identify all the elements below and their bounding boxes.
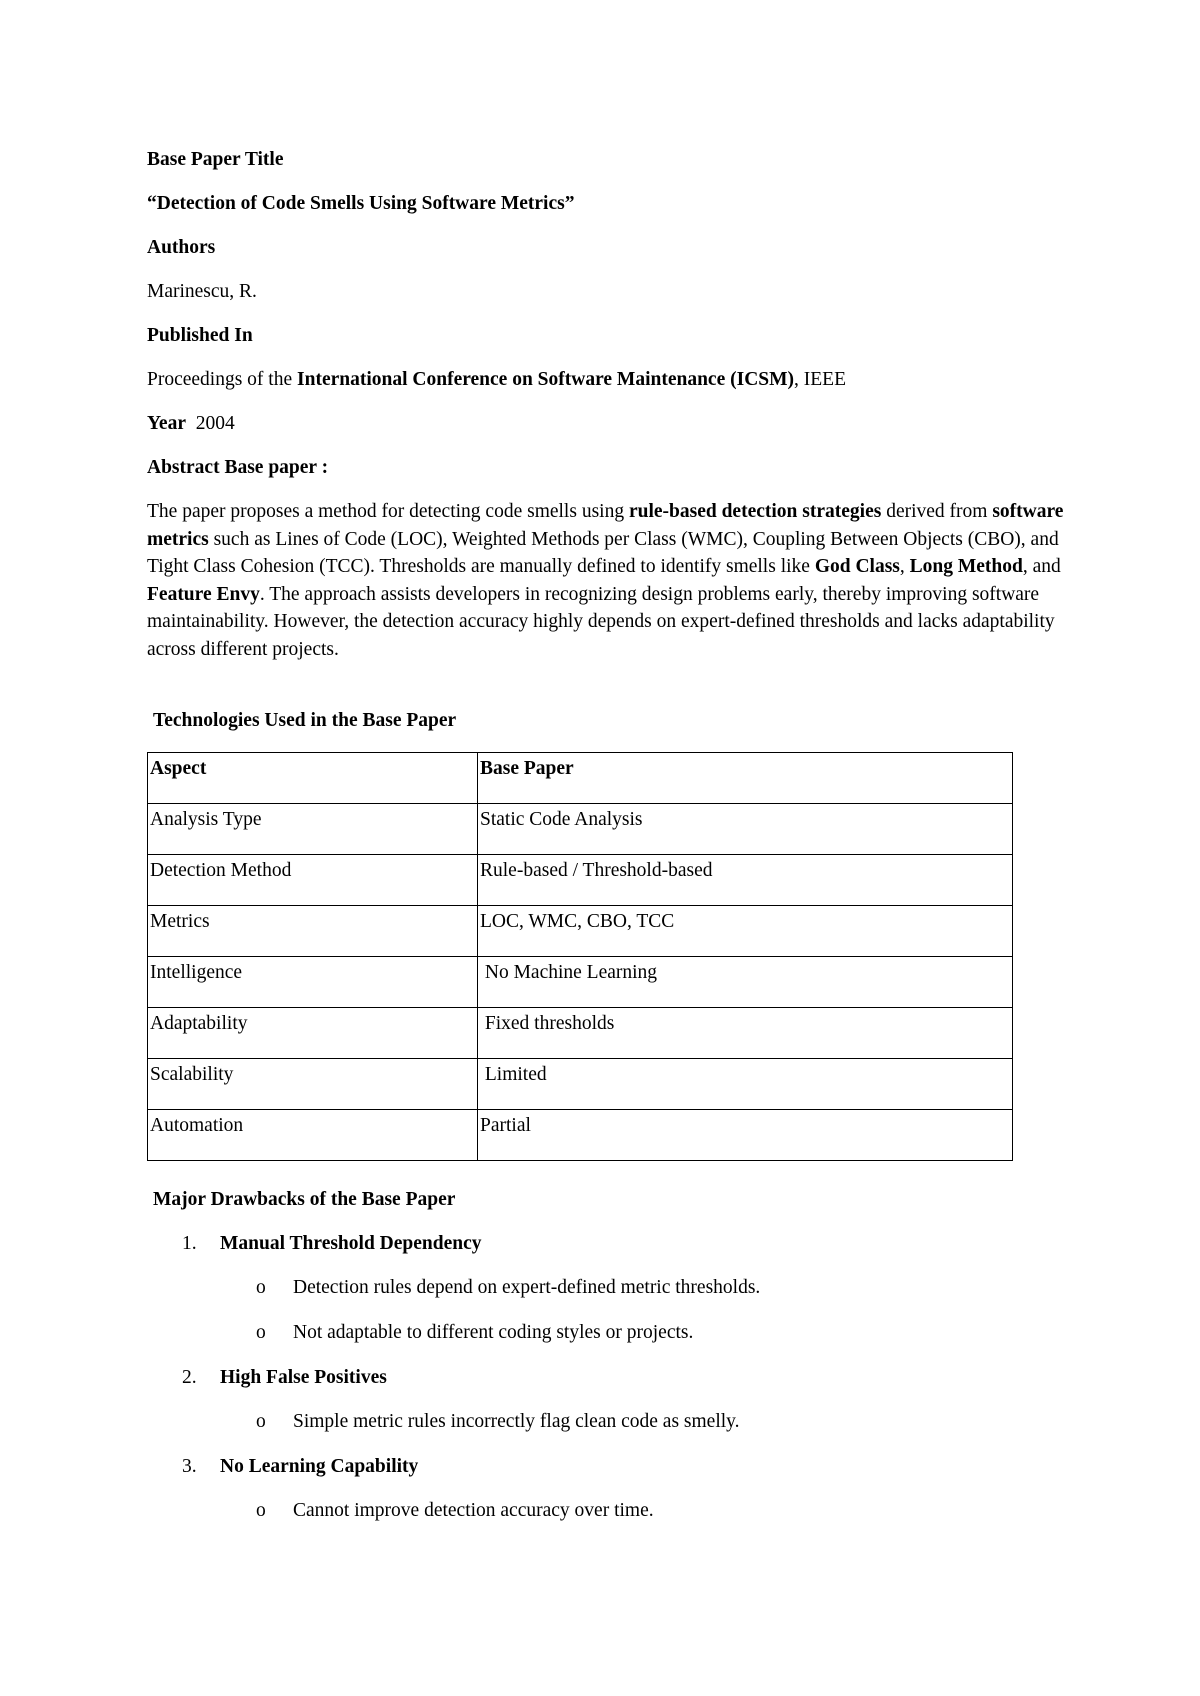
- list-item-title: High False Positives: [220, 1367, 387, 1388]
- abstract-emphasis: Feature Envy: [147, 583, 260, 605]
- base-paper-title-label: Base Paper Title: [147, 149, 284, 170]
- bullet-icon: o: [256, 1322, 266, 1343]
- authors-label: Authors: [147, 237, 216, 258]
- table-cell: Metrics: [148, 906, 478, 957]
- year-label: Year: [147, 413, 186, 434]
- table-row: [148, 1110, 1013, 1161]
- year-row: [147, 412, 235, 436]
- table-cell: LOC, WMC, CBO, TCC: [478, 906, 1013, 957]
- table-cell: Rule-based / Threshold-based: [478, 855, 1013, 906]
- bullet-icon: o: [256, 1411, 266, 1432]
- table-row: [148, 855, 1013, 906]
- table-row: [148, 957, 1013, 1008]
- table-row: [148, 804, 1013, 855]
- technologies-table: [147, 752, 1013, 1161]
- list-item-title: No Learning Capability: [220, 1456, 419, 1477]
- abstract-emphasis: Long Method: [909, 556, 1023, 578]
- table-cell: Limited: [478, 1059, 1013, 1110]
- table-cell: Automation: [148, 1110, 478, 1161]
- abstract-emphasis: rule-based detection strategies: [628, 501, 882, 522]
- table-cell: Static Code Analysis: [478, 804, 1013, 855]
- list-number: 2.: [182, 1367, 197, 1388]
- table-cell: Detection Method: [148, 855, 478, 906]
- table-row: [148, 1059, 1013, 1110]
- list-number: 3.: [182, 1456, 197, 1477]
- abstract-emphasis: software metrics: [147, 501, 1064, 550]
- abstract-label: Abstract Base paper :: [147, 457, 329, 478]
- published-suffix: , IEEE: [794, 369, 847, 390]
- table-row: [148, 1008, 1013, 1059]
- authors-value: Marinescu, R.: [147, 281, 257, 302]
- table-header-cell: Aspect: [148, 753, 478, 804]
- bullet-icon: o: [256, 1500, 266, 1521]
- sub-list-text: Simple metric rules incorrectly flag clean code as smelly.: [293, 1411, 740, 1432]
- abstract-text: . The approach assists developers in recognizing design problems early, thereby improving software maintainability. However, the detection accuracy highly depends on expert-defined thresholds and lacks adaptability across different projects.: [147, 583, 1055, 660]
- abstract-text: derived from: [881, 501, 993, 522]
- table-row: [148, 906, 1013, 957]
- bullet-icon: o: [256, 1277, 266, 1298]
- abstract-emphasis: God Class: [814, 556, 900, 578]
- abstract-text: such as Lines of Code (LOC), Weighted Methods per Class (WMC), Coupling Between Objects (CBO), and Tight Class Cohesion (TCC). Thresholds are manually defined to identify smells like: [147, 528, 1059, 578]
- technologies-heading: Technologies Used in the Base Paper: [153, 710, 457, 731]
- table-cell: Fixed thresholds: [478, 1008, 1013, 1059]
- published-prefix: Proceedings of the: [147, 369, 298, 390]
- table-cell: Analysis Type: [148, 804, 478, 855]
- list-item-title: Manual Threshold Dependency: [220, 1233, 482, 1254]
- table-cell: Scalability: [148, 1059, 478, 1110]
- abstract-text: The paper proposes a method for detecting code smells using: [147, 501, 629, 522]
- base-paper-title: “Detection of Code Smells Using Software Metrics”: [147, 193, 575, 214]
- sub-list-text: Not adaptable to different coding styles or projects.: [293, 1322, 694, 1343]
- table-cell: Adaptability: [148, 1008, 478, 1059]
- year-value: 2004: [195, 413, 235, 434]
- table-header-cell: Base Paper: [478, 753, 1013, 804]
- abstract-text: , and: [1022, 556, 1061, 578]
- list-number: 1.: [182, 1233, 197, 1254]
- abstract-paragraph: [147, 498, 1067, 664]
- table-cell: Partial: [478, 1110, 1013, 1161]
- abstract-text: ,: [899, 556, 910, 578]
- table-cell: Intelligence: [148, 957, 478, 1008]
- table-header-row: [148, 753, 1013, 804]
- sub-list-text: Cannot improve detection accuracy over time.: [293, 1500, 654, 1521]
- drawbacks-heading: Major Drawbacks of the Base Paper: [153, 1189, 456, 1210]
- published-value: [147, 368, 846, 392]
- published-conference: International Conference on Software Maintenance (ICSM): [297, 369, 795, 390]
- sub-list-text: Detection rules depend on expert-defined metric thresholds.: [293, 1277, 761, 1298]
- table-cell: No Machine Learning: [478, 957, 1013, 1008]
- published-label: Published In: [147, 325, 253, 346]
